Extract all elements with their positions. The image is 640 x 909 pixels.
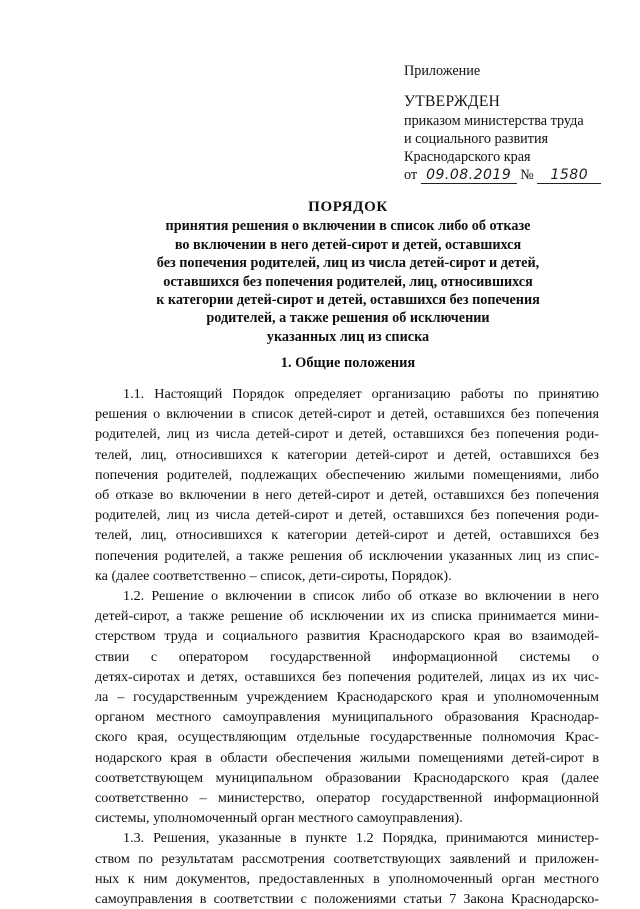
paragraph-line: ством по результатам рассмотрения соответствующих заявлений и приложен- (95, 850, 599, 867)
approval-line: и социального развития (404, 131, 549, 147)
paragraph-line: телей, лиц, относившихся к категории детей-сирот и детей, оставшихся без (95, 446, 599, 463)
paragraph-line: соответствующем муниципальном образовании Краснодарского края (далее (95, 769, 599, 786)
paragraph-line: ствии с оператором государственной информационной системы о (95, 648, 599, 665)
paragraph-line: об отказе во включении в него детей-сирот и детей, оставшихся без попечения (95, 487, 599, 504)
paragraph-line: ных к ним документов, предоставленных в уполномоченный орган местного (95, 870, 599, 887)
handwritten-date: 09.08.2019 (421, 168, 517, 184)
title-line: к категории детей-сирот и детей, оставшихся без попечения (156, 292, 540, 309)
date-prefix: от (404, 167, 418, 183)
paragraph-line: попечения родителей, а также решения об исключении указанных лиц из спис- (95, 547, 599, 564)
paragraph-line: ла – государственным учреждением Краснодарского края и уполномоченным (95, 689, 599, 706)
title-line: принятия решения о включении в список либо об отказе (165, 218, 531, 235)
title-main: ПОРЯДОК (308, 199, 388, 215)
approval-line: Краснодарского края (404, 149, 531, 165)
section-heading: 1. Общие положения (280, 355, 416, 371)
title-line: во включении в него детей-сирот и детей, оставшихся (174, 236, 522, 253)
section-body (95, 384, 599, 909)
paragraph-line: 1.1. Настоящий Порядок определяет организацию работы по принятию (123, 386, 599, 402)
paragraph-line: соответственно – министерство, оператор государственной информационной (95, 790, 599, 807)
paragraph-line: системы, уполномоченный орган местного самоуправления). (95, 810, 463, 827)
title-line: оставшихся без попечения родителей, лиц, относившихся (163, 273, 533, 290)
approval-line: приказом министерства труда (404, 113, 584, 129)
paragraph-line: телей, лиц, относившихся к категории детей-сирот и детей, оставшихся без (95, 527, 599, 544)
appendix-label: Приложение (404, 63, 481, 79)
paragraph-line: ка (далее соответственно – список, дети-сироты, Порядок). (95, 567, 452, 584)
paragraph-line: 1.2. Решение о включении в список либо об отказе во включении в него (123, 588, 599, 605)
title-line: родителей, а также решения об исключении (206, 310, 490, 327)
approved-heading: УТВЕРЖДЕН (404, 93, 501, 110)
title-line: без попечения родителей, лиц из числа детей-сирот и детей, (156, 255, 540, 272)
paragraph-line: 1.3. Решения, указанные в пункте 1.2 Порядка, принимаются министер- (123, 830, 599, 847)
paragraph-line: стерством труда и социального развития Краснодарского края во взаимодей- (95, 628, 599, 645)
paragraph-line: ского края, осуществляющим отдельные государственные полномочия Крас- (95, 729, 599, 746)
paragraph-line: детях-сиротах и детях, оставшихся без попечения родителей, лицах из их чис- (95, 668, 599, 685)
paragraph-line: родителей, лиц из числа детей-сирот и детей, оставшихся без попечения роди- (95, 507, 599, 524)
paragraph-line: самоуправления в соответствии с положениями статьи 7 Закона Краснодарско- (95, 891, 599, 908)
paragraph-line: детей-сирот, а также решение об исключении их из списка принимается мини- (95, 608, 599, 625)
approval-block (404, 62, 624, 186)
paragraph-line: решения о включении в список детей-сирот и детей, оставшихся без попечения (95, 406, 599, 423)
document-title (128, 198, 568, 346)
title-line: указанных лиц из списка (266, 328, 430, 345)
handwritten-number: 1580 (537, 168, 601, 184)
approval-date-line (404, 166, 624, 186)
paragraph-line: попечения родителей, подлежащих обеспечению жилыми помещениями, либо (95, 466, 599, 483)
paragraph-line: нодарского края в области обеспечения жилыми помещениями детей-сирот в (95, 749, 599, 766)
paragraph-line: родителей, лиц из числа детей-сирот и детей, оставшихся без попечения роди- (95, 426, 599, 443)
paragraph-line: органом местного самоуправления муниципального образования Краснодар- (95, 709, 599, 726)
number-sign: № (520, 167, 534, 183)
